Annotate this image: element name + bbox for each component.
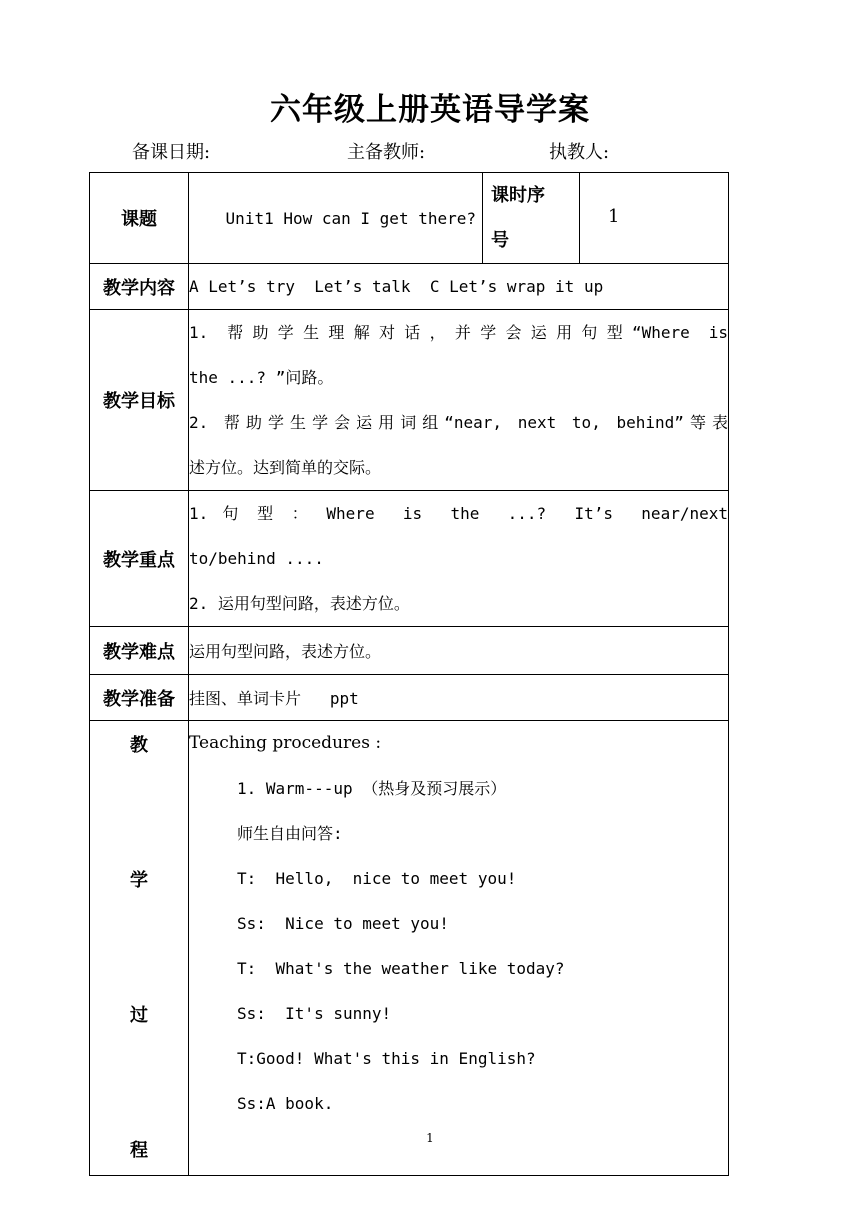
key-points-row	[90, 491, 729, 627]
period-label-line1: 课时序	[491, 185, 545, 206]
key-points-content	[189, 491, 729, 627]
objective-line: 2. 帮助学生学会运用词组“near, next to, behind”等表	[189, 413, 728, 432]
period-label	[483, 173, 580, 264]
lesson-date-label: 备课日期:	[132, 142, 211, 163]
key-point-line: 2. 运用句型问路，表述方位。	[189, 594, 410, 613]
process-label-char: 学	[130, 870, 148, 891]
process-line: T: Hello, nice to meet you!	[237, 869, 517, 888]
objective-line: 述方位。达到简单的交际。	[189, 458, 382, 477]
content-row	[90, 264, 729, 310]
process-label-char: 过	[130, 1005, 148, 1026]
page-number: 1	[426, 1131, 434, 1145]
difficulties-value: 运用句型问路，表述方位。	[189, 627, 729, 675]
process-content	[189, 721, 729, 1176]
process-line: Ss: Nice to meet you!	[237, 914, 449, 933]
process-line: Ss:A book.	[237, 1094, 334, 1113]
objective-line: 1. 帮助学生理解对话，并学会运用句型“Where is	[189, 323, 728, 342]
topic-row	[90, 173, 729, 264]
topic-value: Unit1 How can I get there?	[189, 173, 483, 264]
key-points-label: 教学重点	[90, 491, 189, 627]
content-value: A Let’s try Let’s talk C Let’s wrap it up	[189, 264, 729, 310]
process-label	[90, 721, 189, 1176]
topic-label: 课题	[90, 173, 189, 264]
process-line: 师生自由问答:	[237, 824, 343, 843]
process-heading: Teaching procedures :	[189, 733, 382, 753]
period-label-line2: 号	[491, 230, 509, 251]
process-line: T: What's the weather like today?	[237, 959, 565, 978]
process-label-char: 程	[130, 1140, 148, 1161]
preparation-value: 挂图、单词卡片 ppt	[189, 675, 729, 721]
content-label: 教学内容	[90, 264, 189, 310]
period-value: 1	[580, 173, 729, 264]
objective-line: the ...? ”问路。	[189, 368, 334, 387]
document-title: 六年级上册英语导学案	[270, 92, 590, 128]
lesson-plan-table	[89, 172, 729, 1176]
process-line: T:Good! What's this in English?	[237, 1049, 536, 1068]
executor-label: 执教人:	[549, 142, 610, 163]
lead-teacher-label: 主备教师:	[347, 142, 426, 163]
process-line: 1. Warm---up （热身及预习展示）	[237, 779, 507, 798]
key-point-line: to/behind ....	[189, 549, 324, 568]
preparation-row	[90, 675, 729, 721]
objectives-row	[90, 310, 729, 491]
difficulties-row	[90, 627, 729, 675]
process-row	[90, 721, 729, 1176]
preparation-label: 教学准备	[90, 675, 189, 721]
objectives-label: 教学目标	[90, 310, 189, 491]
key-point-line: 1. 句 型 ： Where is the ...? It’s near/next	[189, 504, 728, 523]
objectives-content	[189, 310, 729, 491]
process-line: Ss: It's sunny!	[237, 1004, 392, 1023]
difficulties-label: 教学难点	[90, 627, 189, 675]
process-label-char: 教	[130, 735, 148, 756]
